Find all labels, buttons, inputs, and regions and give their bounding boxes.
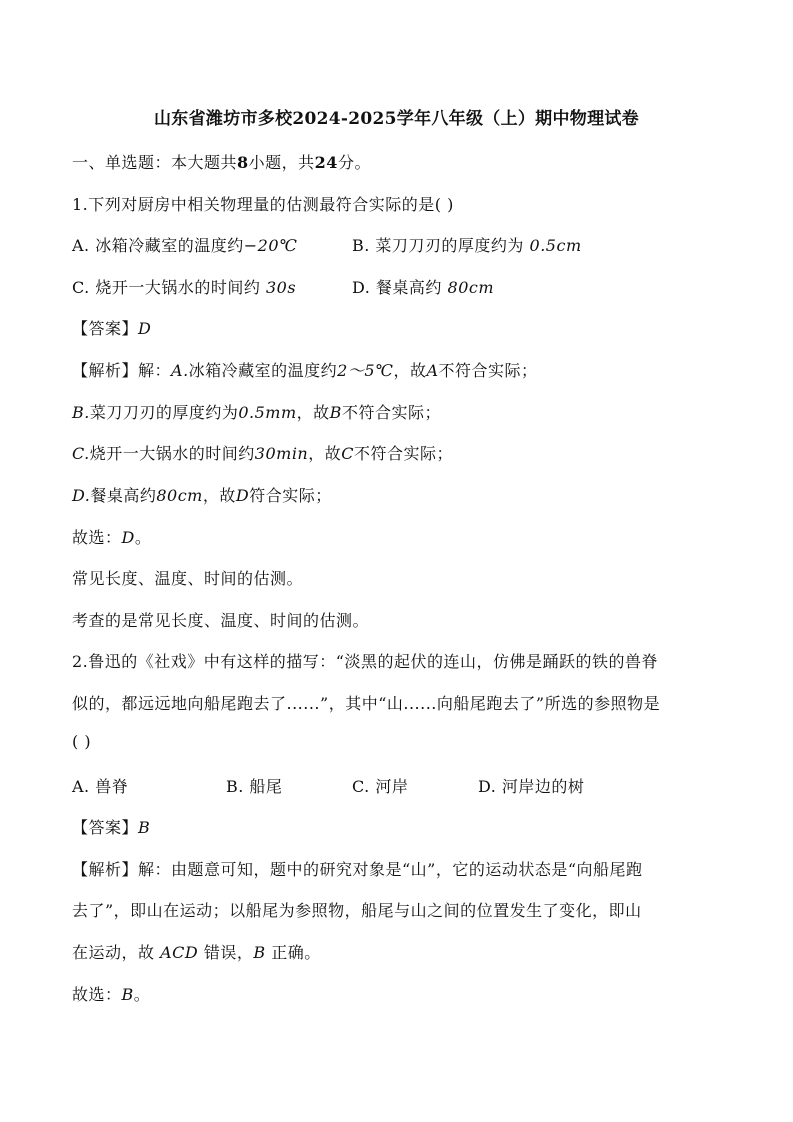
- question-1-option-d: D. 餐桌高约 80cm: [352, 278, 495, 297]
- question-1-analysis-line-4: D.餐桌高约80cm，故D符合实际；: [72, 486, 332, 505]
- question-1-note-2: 考查的是常见长度、温度、时间的估测。: [72, 611, 370, 630]
- question-1-answer: 【答案】D: [72, 319, 152, 338]
- question-2-analysis-line-3: 在运动，故 ACD 错误，B 正确。: [72, 943, 321, 962]
- question-1-analysis-line-2: B.菜刀刀刃的厚度约为0.5mm，故B不符合实际；: [72, 403, 441, 422]
- question-2-option-c: C. 河岸: [352, 777, 409, 796]
- question-1-note-1: 常见长度、温度、时间的估测。: [72, 569, 304, 588]
- question-1-option-a: A. 冰箱冷藏室的温度约−20℃: [72, 236, 298, 255]
- question-2-stem-line-2: 似的，都远远地向船尾跑去了......”，其中“山......向船尾跑去了”所选的参照物是: [72, 694, 661, 713]
- question-2-option-a: A. 兽脊: [72, 777, 129, 796]
- question-1-stem: 1.下列对厨房中相关物理量的估测最符合实际的是( ): [72, 195, 454, 214]
- question-2-option-d: D. 河岸边的树: [478, 777, 585, 796]
- question-2-stem-line-1: 2.鲁迅的《社戏》中有这样的描写：“淡黑的起伏的连山，仿佛是踊跃的铁的兽脊: [72, 652, 658, 671]
- question-1-analysis-line-1: 【解析】解：A.冰箱冷藏室的温度约2～5℃，故A不符合实际；: [72, 361, 538, 380]
- page-title: 山东省潍坊市多校2024-2025学年八年级（上）期中物理试卷: [154, 109, 639, 129]
- question-2-analysis-line-2: 去了”，即山在运动；以船尾为参照物，船尾与山之间的位置发生了变化，即山: [72, 901, 642, 920]
- question-2-option-b: B. 船尾: [226, 777, 283, 796]
- question-2-stem-line-3: ( ): [72, 732, 92, 751]
- section-heading: 一、单选题：本大题共8小题，共24分。: [72, 153, 371, 172]
- question-1-analysis-line-3: C.烧开一大锅水的时间约30min，故C不符合实际；: [72, 444, 454, 463]
- question-1-option-b: B. 菜刀刀刃的厚度约为 0.5cm: [352, 236, 582, 255]
- question-1-option-c: C. 烧开一大锅水的时间约 30s: [72, 278, 297, 297]
- question-2-answer: 【答案】B: [72, 818, 151, 837]
- question-2-analysis-line-1: 【解析】解：由题意可知，题中的研究对象是“山”，它的运动状态是“向船尾跑: [72, 860, 643, 879]
- question-1-choice: 故选：D。: [72, 528, 152, 547]
- question-2-choice: 故选：B。: [72, 985, 151, 1004]
